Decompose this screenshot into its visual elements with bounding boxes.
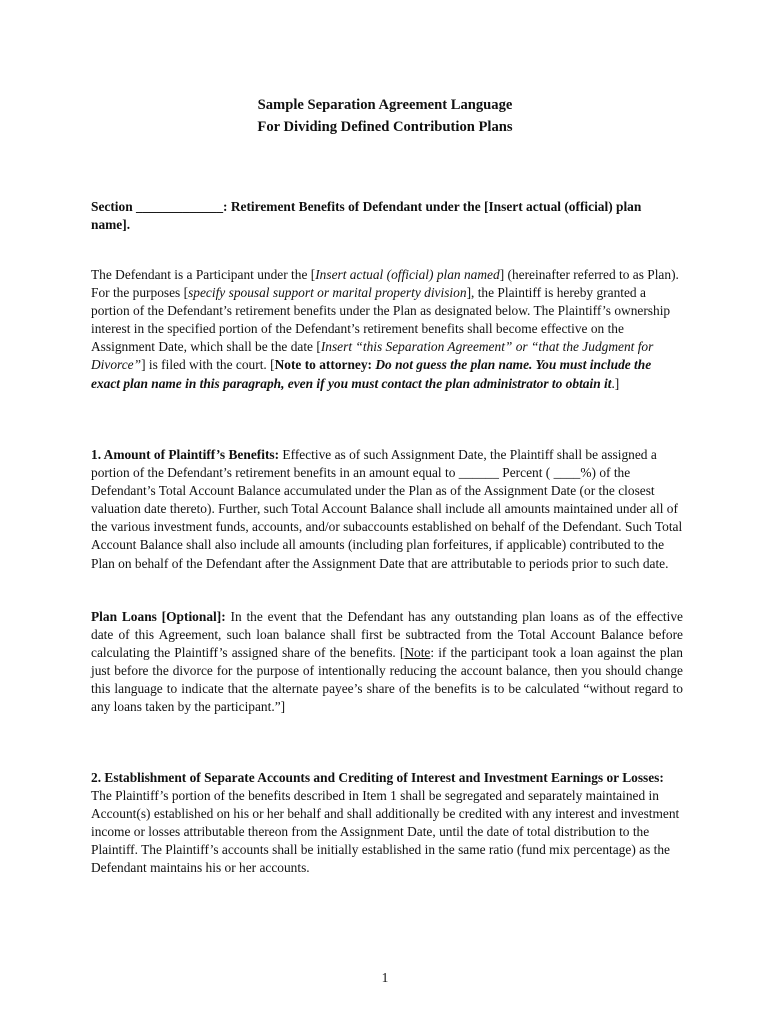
intro-text-3: ], the Plaintiff is hereby granted a portion of the Defendant’s retirement benefits under the Plan as designated below. The Plaintiff’s ownership interest in the specified portion of the Defendant’s retirement benefits shall become effective on the Assignment Date, which shall be the date [ [91,285,671,355]
intro-placeholder-document: Insert “this Separation Agreement” or “that the Judgment for Divorce” [91,339,654,373]
page-number: 1 [381,970,389,985]
plan-loans-text-2: : if the participant took a loan against the plan just before the divorce for the purpose of intentionally reducing the account balance, then you should change this language to indicate that the alternate payee’s share of the benefits is to be calculated “without regard to any loans taken by the participant.”] [91,645,683,715]
plan-loans-paragraph [91,608,683,717]
amount-text: Effective as of such Assignment Date, the Plaintiff shall be assigned a portion of the Defendant’s retirement benefits in an amount equal to ______ Percent ( ____%) of the Defendant’s Total Account Balance accumulated under the Plan as of the Assignment Date (or the closest valuation date thereto). Further, such Total Account Balance shall include all amounts maintained under all of the various investment funds, accounts, and/or subaccounts established on behalf of the Defendant. Such Total Account Balance shall also include all amounts (including plan forfeitures, if applicable) contributed to the Plan on behalf of the Defendant after the Assignment Date that are attributable to periods prior to such date. [91,447,683,571]
separate-accounts-paragraph [91,769,683,878]
separate-accounts-heading: 2. Establishment of Separate Accounts and Crediting of Interest and Investment Earnings or Losses: [91,770,664,785]
intro-text-4: ] is filed with the court. [ [141,357,275,373]
plan-loans-note-word: Note [404,645,431,661]
intro-paragraph [91,266,683,393]
intro-placeholder-purpose: specify spousal support or marital property division [188,285,467,301]
attorney-note-label: Note to attorney: [274,357,373,373]
title-line-2: For Dividing Defined Contribution Plans [257,119,513,135]
separate-accounts-text: The Plaintiff’s portion of the benefits described in Item 1 shall be segregated and separately maintained in Account(s) established on his or her behalf and shall additionally be credited with any interest and investment income or losses attributable thereon from the Assignment Date, until the date of total distribution to the Plaintiff. The Plaintiff’s accounts shall be initially established in the same ratio (fund mix percentage) as the Defendant maintains his or her accounts. [91,788,680,876]
plan-loans-text-1: In the event that the Defendant has any outstanding plan loans as of the effective date of this Agreement, such loan balance shall first be subtracted from the Total Account Balance before calculating the Plaintiff’s assigned share of the benefits. [ [91,609,683,661]
intro-text-2: ] (hereinafter referred to as Plan). For the purposes [ [91,267,679,301]
intro-text-1: The Defendant is a Participant under the [ [91,267,316,282]
intro-text-5: .] [611,375,620,391]
amount-paragraph [91,446,683,573]
attorney-note-text: Do not guess the plan name. You must include the exact plan name in this paragraph, even if you must contact the plan administrator to obtain it [91,357,652,391]
section-heading: Section _____________: Retirement Benefits of Defendant under the [Insert actual (official) plan name]. [91,199,642,233]
document-title [0,94,770,138]
plan-loans-heading: Plan Loans [Optional]: [91,609,226,624]
title-line-1: Sample Separation Agreement Language [257,97,513,113]
intro-placeholder-plan-name: Insert actual (official) plan named [315,267,500,282]
amount-heading: 1. Amount of Plaintiff’s Benefits: [91,447,280,462]
